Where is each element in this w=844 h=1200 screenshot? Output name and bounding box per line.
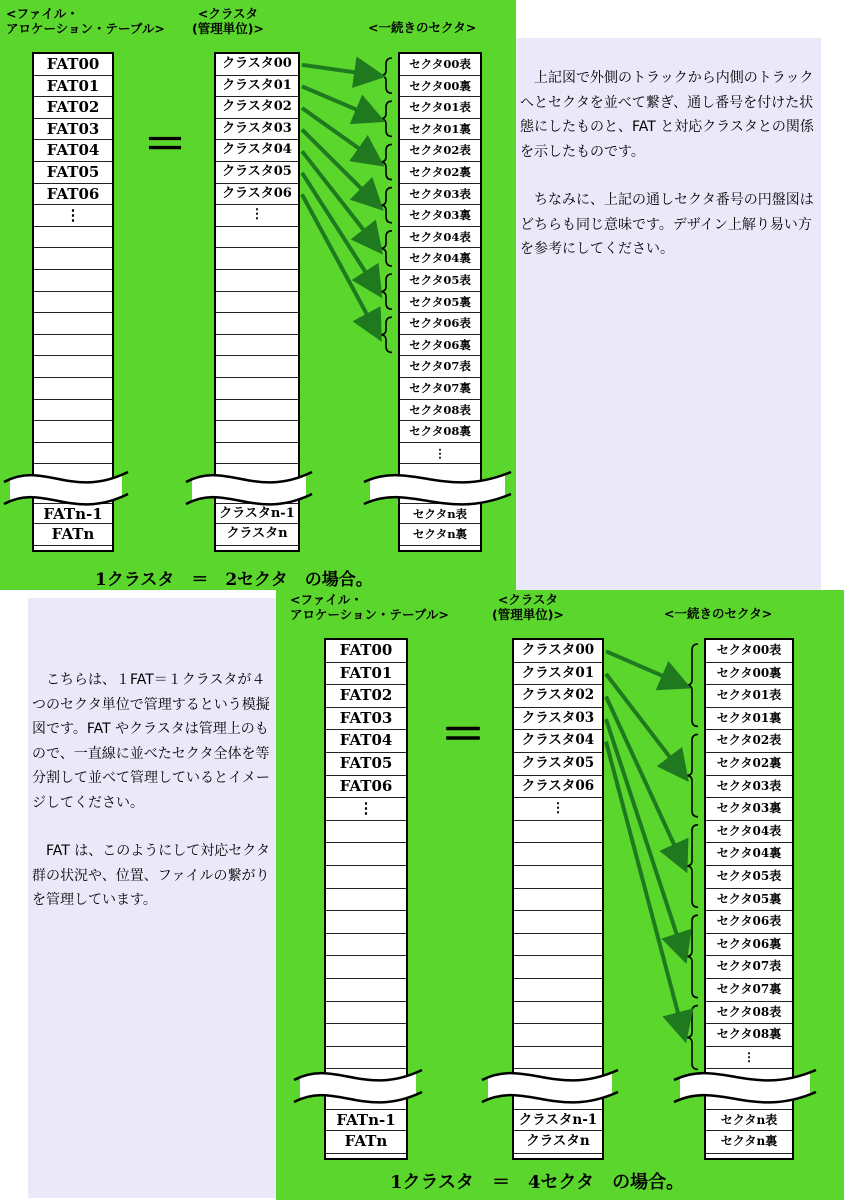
top-sector-cell: セクタ08表 xyxy=(400,400,480,422)
top-cluster-empty-cell xyxy=(216,443,298,465)
bottom-cluster-empty-cell xyxy=(514,843,602,866)
top-sector-cell: セクタ07裏 xyxy=(400,378,480,400)
top-fat-cell: FAT04 xyxy=(34,140,112,162)
top-cluster-empty-cell xyxy=(216,335,298,357)
top-sector-cell: セクタ05表 xyxy=(400,270,480,292)
bottom-sector-table xyxy=(704,638,794,1160)
top-fat-ellipsis: ⋮ xyxy=(34,205,112,227)
top-fat-header: <ファイル・ アロケーション・テーブル> xyxy=(6,6,165,36)
top-sector-ellipsis: ⋮ xyxy=(400,443,480,465)
bottom-fat-ellipsis: ⋮ xyxy=(326,798,406,821)
top-cluster-ellipsis: ⋮ xyxy=(216,205,298,227)
bottom-cluster-empty-cell xyxy=(514,866,602,889)
bottom-cluster-empty-cell xyxy=(514,956,602,979)
top-sector-cell: セクタ03裏 xyxy=(400,205,480,227)
top-fat-cell: FAT05 xyxy=(34,162,112,184)
bottom-fat-empty-cell xyxy=(326,889,406,912)
top-cluster-cell: クラスタ05 xyxy=(216,162,298,184)
bottom-fat-empty-cell xyxy=(326,1024,406,1047)
bottom-fat-empty-cell xyxy=(326,1002,406,1025)
top-fat-table xyxy=(32,52,114,552)
bottom-sector-cell: セクタ01裏 xyxy=(706,708,792,731)
top-caption: 1クラスタ ＝ 2セクタ の場合。 xyxy=(95,570,373,590)
bottom-sector-cell: セクタ07表 xyxy=(706,956,792,979)
bottom-cluster-cell: クラスタ00 xyxy=(514,640,602,663)
top-fat-cell: FAT00 xyxy=(34,54,112,76)
top-fat-empty-cell xyxy=(34,248,112,270)
bottom-equals-sign: ＝ xyxy=(440,707,486,761)
bottom-fat-cell: FAT04 xyxy=(326,730,406,753)
top-fat-empty-cell xyxy=(34,335,112,357)
bottom-sector-ellipsis: ⋮ xyxy=(706,1047,792,1070)
bottom-cluster-empty-cell xyxy=(514,911,602,934)
bottom-fat-last-cell: FATn-1 xyxy=(326,1109,406,1132)
top-sector-last-cell: セクタn表 xyxy=(400,503,480,525)
bottom-fat-cell: FAT01 xyxy=(326,663,406,686)
bottom-cluster-cell: クラスタ03 xyxy=(514,708,602,731)
top-sector-cell: セクタ05裏 xyxy=(400,292,480,314)
bottom-fat-empty-cell xyxy=(326,821,406,844)
bottom-fat-empty-cell xyxy=(326,979,406,1002)
bottom-sector-last-cell: セクタn表 xyxy=(706,1109,792,1132)
top-cluster-empty-cell xyxy=(216,421,298,443)
bottom-sector-cell: セクタ06裏 xyxy=(706,934,792,957)
bottom-cluster-empty-cell xyxy=(514,1024,602,1047)
top-fat-empty-cell xyxy=(34,292,112,314)
top-sector-cell: セクタ06裏 xyxy=(400,335,480,357)
top-cluster-empty-cell xyxy=(216,356,298,378)
top-fat-empty-cell xyxy=(34,443,112,465)
top-fat-cell: FAT03 xyxy=(34,119,112,141)
bottom-fat-empty-cell xyxy=(326,911,406,934)
bottom-cluster-empty-cell xyxy=(514,1047,602,1070)
top-cluster-last-cell: クラスタn-1 xyxy=(216,503,298,525)
top-fat-empty-cell xyxy=(34,356,112,378)
bottom-description-para-2: FAT は、このようにして対応セクタ群の状況や、位置、ファイルの繋がりを管理しています。 xyxy=(32,843,270,908)
top-cluster-cell: クラスタ03 xyxy=(216,119,298,141)
bottom-fat-cell: FAT03 xyxy=(326,708,406,731)
bottom-sector-cell: セクタ07裏 xyxy=(706,979,792,1002)
top-sector-cell: セクタ08裏 xyxy=(400,421,480,443)
bottom-sector-cell: セクタ06表 xyxy=(706,911,792,934)
bottom-cluster-last-cell: クラスタn xyxy=(514,1131,602,1154)
bottom-sector-cell: セクタ02表 xyxy=(706,730,792,753)
top-fat-cell: FAT02 xyxy=(34,97,112,119)
top-sector-table xyxy=(398,52,482,552)
bottom-sector-last-cell: セクタn裏 xyxy=(706,1131,792,1154)
bottom-cluster-empty-cell xyxy=(514,821,602,844)
top-sector-empty-cell xyxy=(400,464,480,486)
bottom-sector-cell: セクタ01表 xyxy=(706,685,792,708)
top-cluster-empty-cell xyxy=(216,313,298,335)
bottom-cluster-empty-cell xyxy=(514,934,602,957)
top-cluster-table xyxy=(214,52,300,552)
top-fat-cell: FAT06 xyxy=(34,184,112,206)
top-fat-empty-cell xyxy=(34,400,112,422)
top-fat-empty-cell xyxy=(34,227,112,249)
bottom-sector-header: <一続きのセクタ> xyxy=(664,606,773,621)
top-fat-empty-cell xyxy=(34,464,112,486)
top-fat-cell: FAT01 xyxy=(34,76,112,98)
top-cluster-header: <クラスタ (管理単位)> xyxy=(192,6,264,36)
bottom-sector-cell: セクタ05裏 xyxy=(706,889,792,912)
bottom-fat-cell: FAT05 xyxy=(326,753,406,776)
bottom-fat-table xyxy=(324,638,408,1160)
top-sector-cell: セクタ06表 xyxy=(400,313,480,335)
top-cluster-empty-cell xyxy=(216,248,298,270)
bottom-sector-cell: セクタ00表 xyxy=(706,640,792,663)
bottom-sector-cell: セクタ02裏 xyxy=(706,753,792,776)
top-cluster-cell: クラスタ06 xyxy=(216,184,298,206)
bottom-description-text xyxy=(32,668,272,937)
bottom-sector-cell: セクタ00裏 xyxy=(706,663,792,686)
top-equals-sign: ＝ xyxy=(143,119,187,170)
top-description-para-1: 上記図で外側のトラックから内側のトラックへとセクタを並べて繋ぎ、通し番号を付けた状態にしたものと、FAT と対応クラスタとの関係を示したものです。 xyxy=(520,70,814,160)
top-cluster-cell: クラスタ01 xyxy=(216,76,298,98)
bottom-fat-empty-cell xyxy=(326,1047,406,1070)
top-sector-cell: セクタ07表 xyxy=(400,356,480,378)
top-sector-cell: セクタ01表 xyxy=(400,97,480,119)
bottom-fat-cell: FAT00 xyxy=(326,640,406,663)
top-description-para-2: ちなみに、上記の通しセクタ番号の円盤図はどちらも同じ意味です。デザイン上解り易い方を参考にしてください。 xyxy=(520,192,814,257)
top-cluster-empty-cell xyxy=(216,464,298,486)
bottom-cluster-table xyxy=(512,638,604,1160)
top-fat-last-cell: FATn-1 xyxy=(34,503,112,525)
top-fat-empty-cell xyxy=(34,313,112,335)
top-fat-last-cell: FATn xyxy=(34,524,112,546)
bottom-fat-empty-cell xyxy=(326,1069,406,1092)
bottom-fat-empty-cell xyxy=(326,934,406,957)
bottom-cluster-cell: クラスタ06 xyxy=(514,776,602,799)
bottom-sector-empty-cell xyxy=(706,1069,792,1092)
top-sector-cell: セクタ00裏 xyxy=(400,76,480,98)
top-sector-header: <一続きのセクタ> xyxy=(368,20,477,35)
bottom-sector-cell: セクタ08表 xyxy=(706,1002,792,1025)
bottom-sector-cell: セクタ04裏 xyxy=(706,843,792,866)
bottom-fat-cell: FAT02 xyxy=(326,685,406,708)
top-sector-cell: セクタ02裏 xyxy=(400,162,480,184)
bottom-cluster-cell: クラスタ02 xyxy=(514,685,602,708)
bottom-cluster-ellipsis: ⋮ xyxy=(514,798,602,821)
bottom-fat-empty-cell xyxy=(326,866,406,889)
bottom-sector-cell: セクタ03表 xyxy=(706,776,792,799)
bottom-sector-cell: セクタ05表 xyxy=(706,866,792,889)
bottom-fat-empty-cell xyxy=(326,956,406,979)
top-fat-empty-cell xyxy=(34,378,112,400)
top-sector-last-cell: セクタn裏 xyxy=(400,524,480,546)
top-fat-empty-cell xyxy=(34,270,112,292)
bottom-cluster-cell: クラスタ04 xyxy=(514,730,602,753)
bottom-cluster-header: <クラスタ (管理単位)> xyxy=(492,592,564,622)
bottom-fat-last-cell: FATn xyxy=(326,1131,406,1154)
bottom-sector-cell: セクタ03裏 xyxy=(706,798,792,821)
top-sector-cell: セクタ03表 xyxy=(400,184,480,206)
bottom-fat-empty-cell xyxy=(326,843,406,866)
top-cluster-cell: クラスタ02 xyxy=(216,97,298,119)
top-sector-cell: セクタ01裏 xyxy=(400,119,480,141)
bottom-caption: 1クラスタ ＝ 4セクタ の場合。 xyxy=(390,1172,685,1193)
top-cluster-empty-cell xyxy=(216,400,298,422)
top-description-text xyxy=(520,66,816,286)
top-sector-cell: セクタ04表 xyxy=(400,227,480,249)
top-sector-cell: セクタ02表 xyxy=(400,140,480,162)
bottom-cluster-empty-cell xyxy=(514,979,602,1002)
top-cluster-empty-cell xyxy=(216,378,298,400)
bottom-fat-header: <ファイル・ アロケーション・テーブル> xyxy=(290,592,449,622)
top-cluster-empty-cell xyxy=(216,270,298,292)
top-fat-empty-cell xyxy=(34,421,112,443)
top-cluster-cell: クラスタ04 xyxy=(216,140,298,162)
top-sector-cell: セクタ04裏 xyxy=(400,248,480,270)
bottom-description-para-1: こちらは、１FAT＝１クラスタが４つのセクタ単位で管理するという模擬図です。FAT やクラスタは管理上のもので、一直線に並べたセクタ全体を等分割して並べて管理しているとイメージしてください。 xyxy=(32,672,270,811)
bottom-sector-cell: セクタ08裏 xyxy=(706,1024,792,1047)
bottom-cluster-empty-cell xyxy=(514,1002,602,1025)
bottom-cluster-empty-cell xyxy=(514,889,602,912)
bottom-sector-cell: セクタ04表 xyxy=(706,821,792,844)
bottom-cluster-cell: クラスタ05 xyxy=(514,753,602,776)
bottom-cluster-cell: クラスタ01 xyxy=(514,663,602,686)
top-cluster-empty-cell xyxy=(216,292,298,314)
bottom-cluster-last-cell: クラスタn-1 xyxy=(514,1109,602,1132)
bottom-fat-cell: FAT06 xyxy=(326,776,406,799)
top-sector-cell: セクタ00表 xyxy=(400,54,480,76)
bottom-cluster-empty-cell xyxy=(514,1069,602,1092)
top-cluster-empty-cell xyxy=(216,227,298,249)
top-cluster-cell: クラスタ00 xyxy=(216,54,298,76)
top-cluster-last-cell: クラスタn xyxy=(216,524,298,546)
